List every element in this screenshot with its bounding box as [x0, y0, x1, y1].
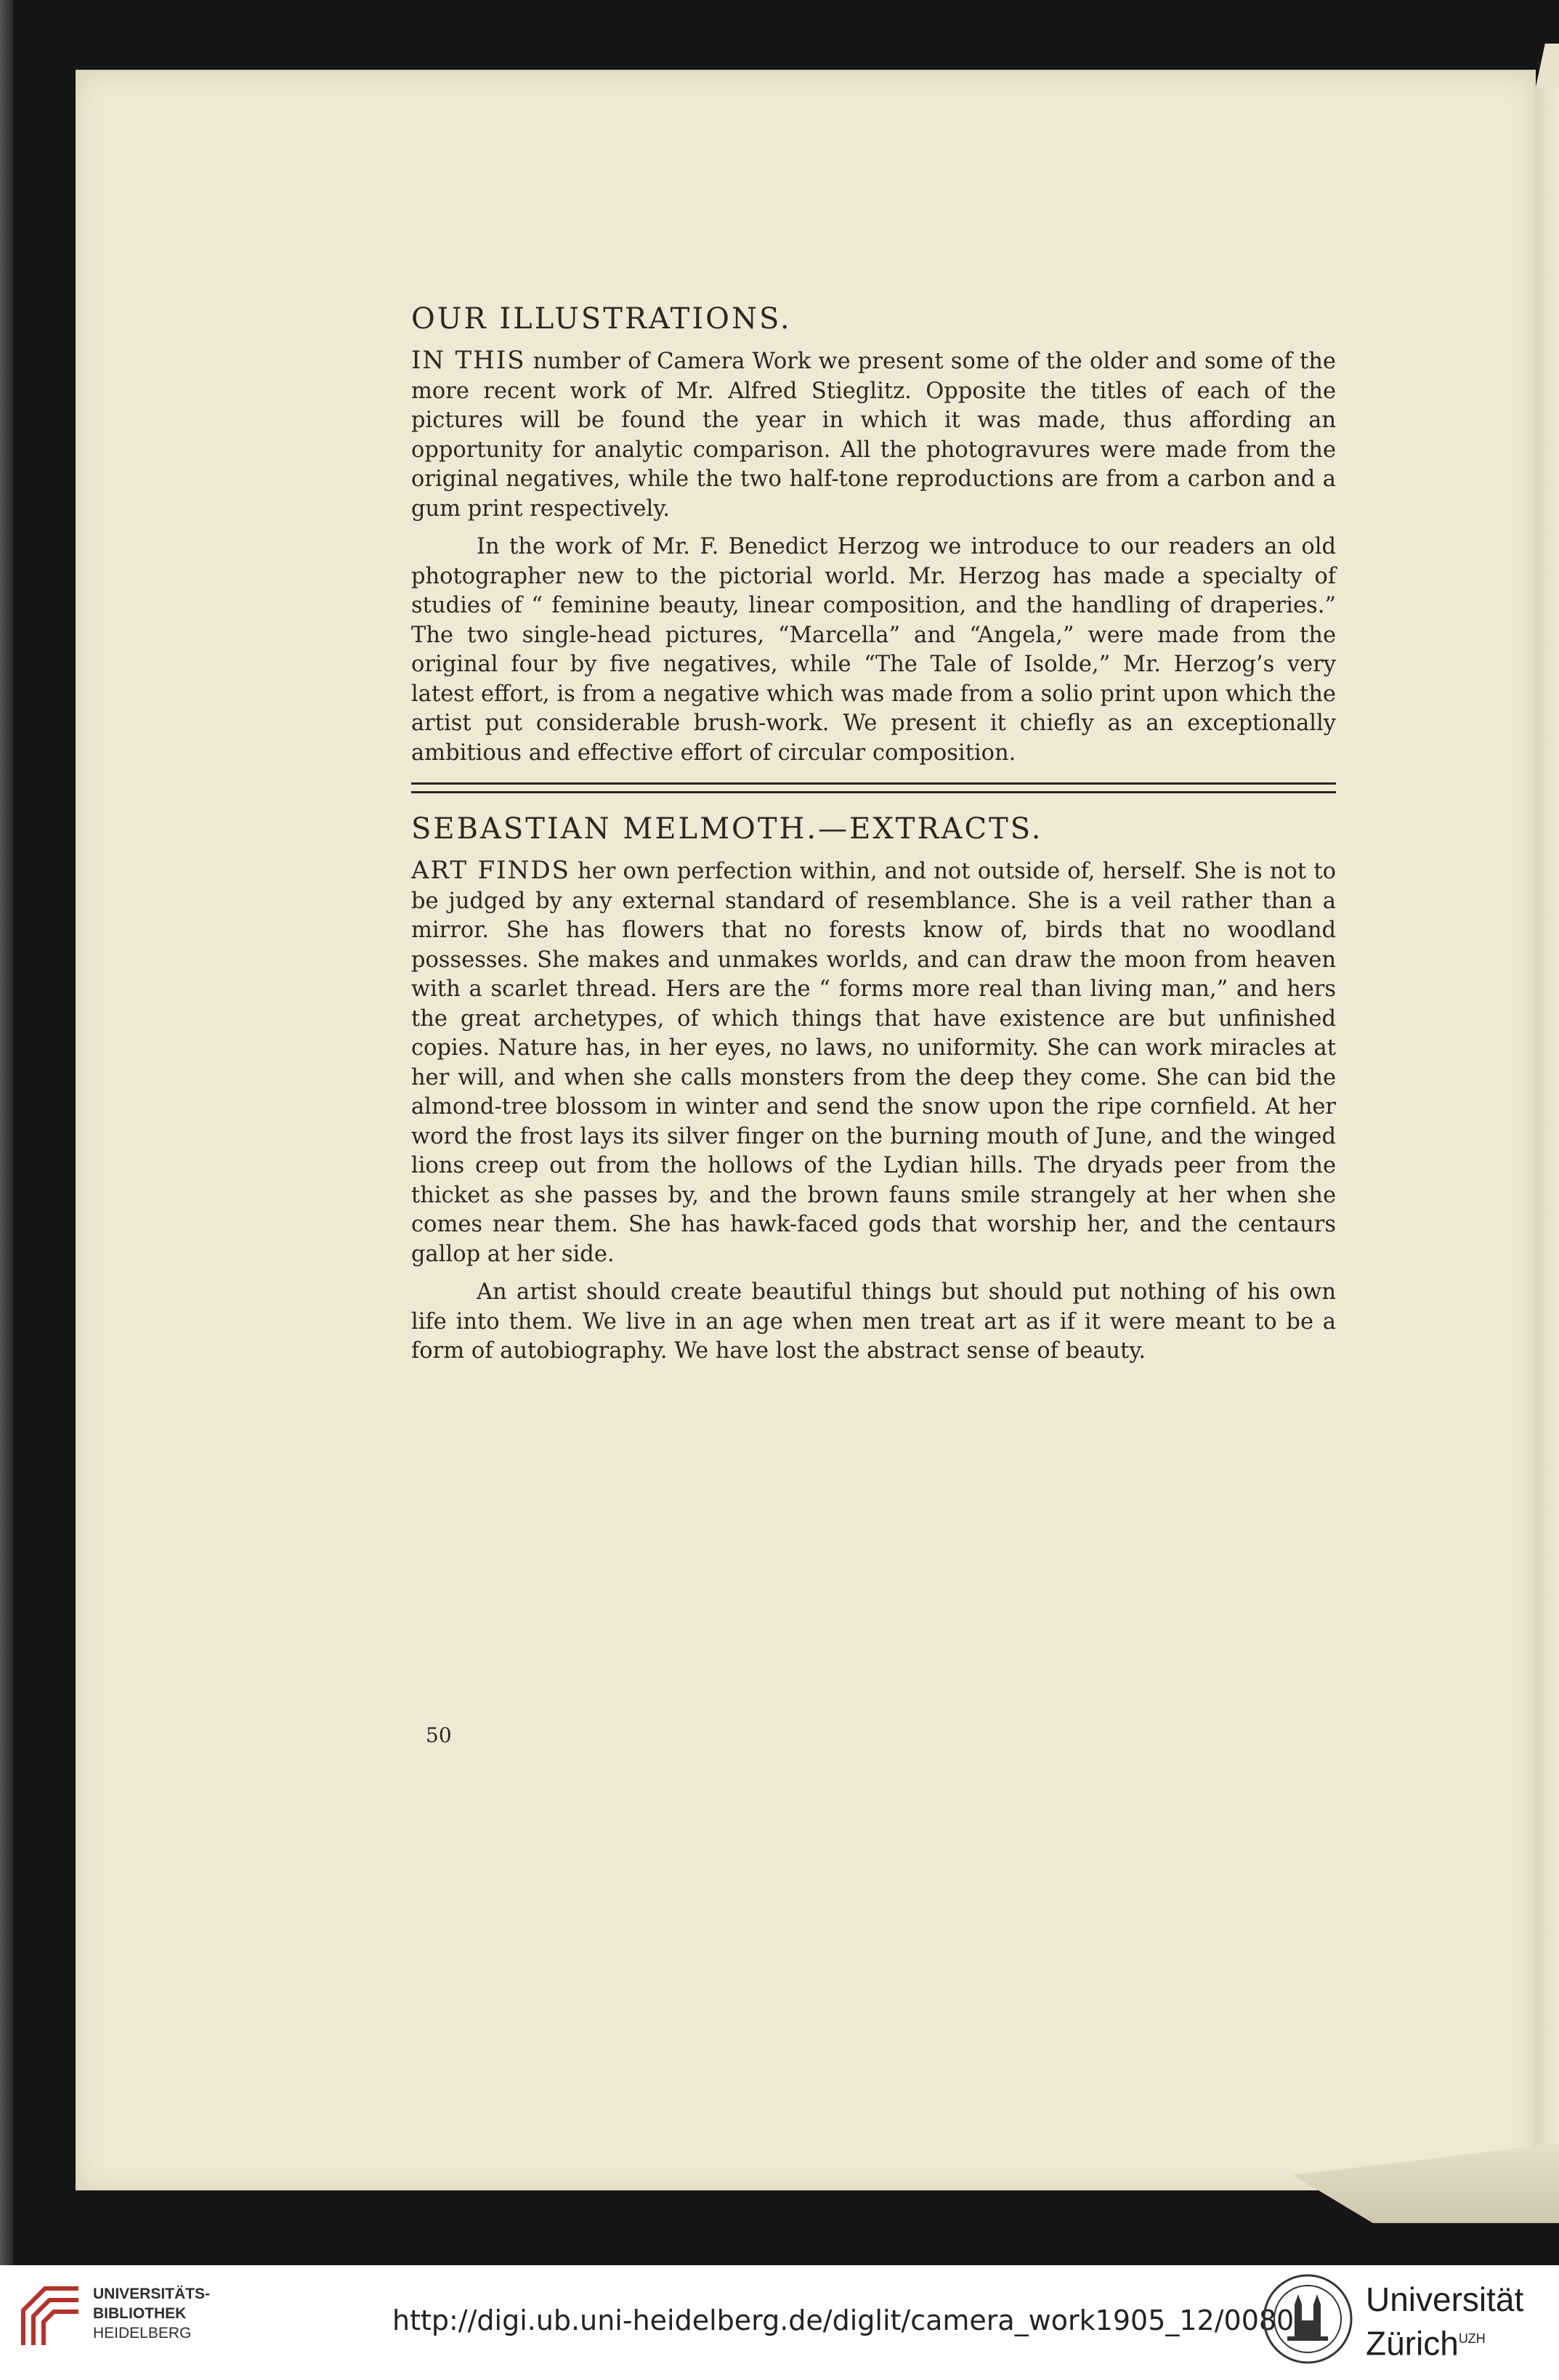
uzh-name-line: Universität	[1366, 2280, 1524, 2318]
text-column	[411, 299, 1336, 1367]
library-name-line: UNIVERSITÄTS-	[93, 2286, 211, 2302]
paragraph-illustrations-1	[411, 346, 1336, 524]
paragraph-illustrations-2: In the work of Mr. F. Benedict Herzog we introduce to our readers an old photographer new to the pictorial world. Mr. Herzog has made a specialty of studies of “ feminine beauty, linear composition, and the handling of draperies.” The two single-head pictures, “Marcella” and “Angela,” were made from the original four by five negatives, while “The Tale of Isolde,” Mr. Herzog’s very latest effort, is from a negative which was made from a solio print upon which the artist put considerable brush-work. We present it chiefly as an exceptionally ambitious and effective effort of circular composition.	[411, 534, 1336, 766]
paragraph-body: number of Camera Work we present some of the older and some of the more recent work of Mr. Alfred Stieglitz. Opposite the titles of each of the pictures will be found the year in which it was made, thus affording an opportunity for analytic comparison. All the photogravures were made from the original negatives, while the two half-tone reproductions are from a carbon and a gum print respectively.	[411, 349, 1336, 522]
uzh-city: Zürich	[1366, 2324, 1459, 2363]
uzh-name-line	[1366, 2319, 1523, 2363]
uzh-abbrev: UZH	[1458, 2331, 1486, 2346]
page-number: 50	[426, 1723, 452, 1747]
permalink-url[interactable]: http://digi.ub.uni-heidelberg.de/diglit/camera_work1905_12/0080	[392, 2304, 1295, 2336]
book-spine-shadow	[0, 0, 13, 2265]
university-library-logo-icon	[16, 2281, 86, 2351]
library-name-line: BIBLIOTHEK	[93, 2305, 187, 2322]
viewer-footer	[0, 2265, 1559, 2380]
paragraph-lead: ART FINDS	[411, 856, 570, 885]
next-page-edge	[1534, 87, 1559, 2179]
library-name-line: HEIDELBERG	[93, 2325, 192, 2341]
paragraph-body: her own perfection within, and not outside of, herself. She is not to be judged by any external standard of resemblance. She is a veil rather than a mirror. She has flowers that no forests know of, birds that no woodland possesses. She makes and unmakes worlds, and can draw the moon from heaven with a scarlet thread. Hers are the “ forms more real than living man,” and hers the great archetypes, of which things that have existence are but unfinished copies. Nature has, in her eyes, no laws, no uniformity. She can work miracles at her will, and when she calls monsters from the deep they come. She can bid the almond-tree blossom in winter and send the snow upon the ripe cornfield. At her word the frost lays its silver finger on the burning mouth of June, and the winged lions creep out from the hollows of the Lydian hills. The dryads peer from the thicket as she passes by, and the brown fauns smile strangely at her when she comes near them. She has hawk-faced gods that worship her, and the centaurs gallop at her side.	[411, 859, 1336, 1267]
paragraph-lead: IN THIS	[411, 346, 526, 375]
uzh-seal-icon	[1261, 2272, 1354, 2365]
paragraph-melmoth-2: An artist should create beautiful things but should put nothing of his own life into them. We live in an age when men treat art as if it were meant to be a form of autobiography. We have lost the abstract sense of beauty.	[411, 1279, 1336, 1364]
page-fold-top-right	[1536, 44, 1559, 87]
uzh-wordmark	[1366, 2280, 1523, 2363]
paragraph-melmoth-1	[411, 856, 1336, 1269]
section-heading-illustrations: OUR ILLUSTRATIONS.	[411, 302, 792, 336]
section-heading-melmoth: SEBASTIAN MELMOTH.—EXTRACTS.	[411, 812, 1043, 846]
double-rule-divider	[411, 782, 1336, 793]
university-library-name	[93, 2284, 210, 2343]
